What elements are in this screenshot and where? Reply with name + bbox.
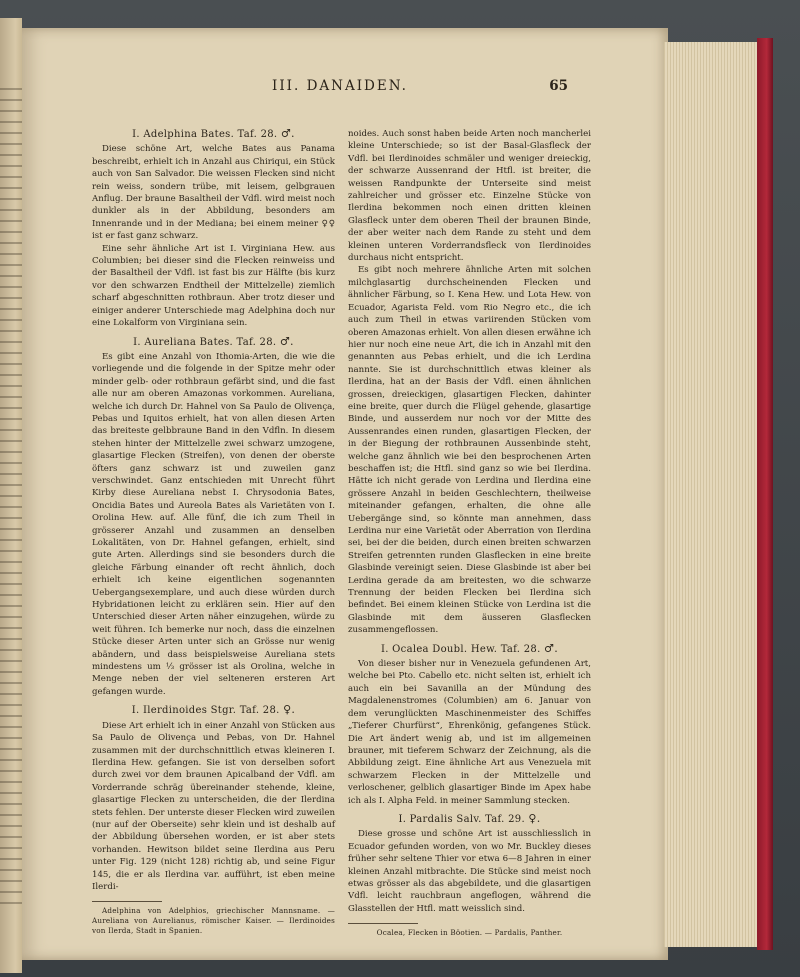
paragraph: Diese schöne Art, welche Bates aus Panama beschreibt, erhielt ich in Anzahl aus Chiriqui, ein Stück auch von San Salvador. Die weissen Flecken sind nicht rein weiss, sondern trübe, mit leisem, gelbgrauen Anflug. Der braune Basaltheil der Vdfl. wird meist noch dunkler als in der Abbildung, besonders am Innenrande und in der Mediana; bei einem meiner ♀♀ ist er fast ganz schwarz.	[92, 144, 335, 242]
paragraph: Diese Art erhielt ich in einer Anzahl von Stücken aus Sa Paulo de Olivença und Pebas, von Dr. Hahnel zusammen mit der durchschnittlich etwas kleineren I. Ilerdina Hew. gefangen. Sie ist von derselben sofort durch zwei vor dem braunen Apicalband der Vdfl. am Vorderrande schräg übereinander stehende, kleine, glasartige Flecken zu unterscheiden, die der Ilerdina stets fehlen. Der unterste dieser Flecken wird zuweilen (nur auf der Oberseite) sehr klein und ist deshalb auf der Abbildung übersehen worden, er ist aber stets vorhanden. Hewitson bildet seine Ilerdina aus Peru unter Fig. 129 (nicht 128) richtig ab, und seine Figur 145, die er als Ilerdina var. aufführt, ist eben meine Ilerdi-	[92, 720, 335, 892]
running-head-title: III. DANAIDEN.	[272, 78, 408, 94]
paragraph: noides. Auch sonst haben beide Arten noch mancherlei kleine Unterschiede; so ist der Basal-Glasfleck der Vdfl. bei Ilerdinoides schmäler und weniger dreieckig, der schwarze Aussenrand der Htfl. ist breiter, die weissen Randpunkte der Unterseite sind meist zahlreicher und grösser etc. Einzelne Stücke von Ilerdina bekommen noch einen dritten kleinen Glasfleck unter dem oberen Theil der braunen Binde, der aber weiter nach dem Rande zu steht und dem kleinen unteren Vorderrandsfleck von Ilerdinoides durchaus nicht entspricht.	[348, 129, 591, 264]
section-heading-ocalea: I. Ocalea Doubl. Hew. Taf. 28. ♂.	[380, 641, 559, 655]
paragraph: Von dieser bisher nur in Venezuela gefundenen Art, welche bei Pto. Cabello etc. nicht selten ist, erhielt ich auch ein bei Savanilla an der Mündung des Magdalenenstromes (Columbien) am 6. Januar von dem verunglückten Maschinenmeister des Schiffes „Tieferer Churfürst“, Ehrenkönig, gefangenes Stück. Die Art ändert wenig ab, und ist im allgemeinen brauner, mit tieferem Schwarz der Zeichnung, als die Abbildung zeigt. Eine ähnliche Art aus Venezuela mit schwarzem Flecken in der Mittelzelle und verloschener, gelblich glasartiger Binde im Apex habe ich als I. Alpha Feld. in meiner Sammlung stecken.	[348, 659, 591, 806]
book-cover	[757, 38, 773, 950]
page-number: 65	[549, 78, 568, 94]
section-heading-aureliana: I. Aureliana Bates. Taf. 28. ♂.	[133, 334, 294, 348]
left-column	[92, 128, 335, 936]
left-page-edge	[0, 18, 22, 973]
paragraph: Es gibt noch mehrere ähnliche Arten mit solchen milchglasartig durchscheinenden Flecken und ähnlicher Färbung, so I. Kena Hew. und Lota Hew. von Ecuador, Agarista Feld. vom Rio Negro etc., die ich auch zum Theil in etwas variirenden Stücken vom oberen Amazonas erhielt. Von allen diesen erwähne ich hier nur noch eine neue Art, die ich in Anzahl mit den genannten aus Pebas erhielt, und die ich Lerdina nannte. Sie ist durchschnittlich etwas kleiner als Ilerdina, hat an der Basis der Vdfl. einen ähnlichen grossen, dreieckigen, glasartigen Flecken, dahinter eine breite, quer durch die Flügel gehende, glasartige Binde, und ausserdem nur noch vor der Mitte des Aussenrandes einen runden, glasartigen Flecken, der in der Biegung der rothbraunen Aussenbinde steht, welche ganz ähnlich wie bei den besprochenen Arten beschaffen ist; die Htfl. sind ganz so wie bei Ilerdina. Hätte ich nicht gerade von Lerdina und Ilerdina eine grössere Anzahl in beiden Geschlechtern, theilweise miteinander gefangen, erhalten, die ohne alle Uebergänge sind, so könnte man annehmen, dass Lerdina nur eine Varietät oder Aberration von Ilerdina sei, bei der die beiden, durch einen breiten schwarzen Streifen getrennten runden Glasflecken in eine breite Glasbinde vereinigt seien. Diese Glasbinde ist aber bei Lerdina gerade da am breitesten, wo die schwarze Trennung der beiden Flecken bei Ilerdina sich befindet. Bei einem kleinen Stücke von Lerdina ist die Glasbinde mit dem äusseren Glasflecken zusammengeflossen.	[348, 265, 591, 636]
right-column	[348, 128, 591, 938]
section-heading-adelphina: I. Adelphina Bates. Taf. 28. ♂.	[132, 127, 295, 140]
sex-symbol: ♂.	[279, 334, 294, 348]
sex-symbol: ♂.	[544, 641, 559, 655]
running-head	[22, 78, 668, 98]
footnote: Adelphina von Adelphios, griechischer Mannsname. — Aureliana von Aurelianus, römischer Kaiser. — Ilerdinoides von Ilerda, Stadt in Spanien.	[92, 906, 335, 936]
sex-symbol: ♀.	[528, 811, 541, 825]
paragraph: Eine sehr ähnliche Art ist I. Virginiana Hew. aus Columbien; bei dieser sind die Flecken reinweiss und der Basaltheil der Vdfl. ist fast bis zur Hälfte (bis kurz vor den schwarzen Endtheil der Mittelzelle) ziemlich scharf abgeschnitten rothbraun. Aber trotz dieser und einiger anderer Unterschiede mag Adelphina doch nur eine Lokalform von Virginiana sein.	[92, 243, 335, 329]
footnote: Ocalea, Flecken in Böotien. — Pardalis, Panther.	[376, 928, 563, 938]
section-heading-ilerdinoides: I. Ilerdinoides Stgr. Taf. 28. ♀.	[131, 703, 296, 717]
section-heading-pardalis: I. Pardalis Salv. Taf. 29. ♀.	[398, 811, 541, 825]
sex-symbol: ♀.	[283, 703, 296, 717]
paragraph: Es gibt eine Anzahl von Ithomia-Arten, die wie die vorliegende und die folgende in der Spitze mehr oder minder gelb- oder rothbraun gefärbt sind, und die fast alle nur am oberen Amazonas vorkommen. Aureliana, welche ich durch Dr. Hahnel von Sa Paulo de Olivença, Pebas und Iquitos erhielt, hat von allen diesen Arten das breiteste gelbbraune Band in den Vdfln. In diesem stehen hinter der Mittelzelle zwei schwarz umzogene, glasartige Flecken (Streifen), von denen der oberste öfters ganz schwarz ist und zuweilen ganz verschwindet. Ganz entschieden mit Unrecht führt Kirby diese Aureliana nebst I. Chrysodonia Bates, Oncidia Bates und Aureola Bates als Varietäten von I. Orolina Hew. auf. Alle fünf, die ich zum Theil in grösserer Anzahl und zusammen an denselben Lokalitäten, von Dr. Hahnel gefangen, erhielt, sind gute Arten. Allerdings sind sie besonders durch die gleiche Färbung einander oft recht ähnlich, doch erhielt ich keine eigentlichen sogenannten Uebergangsexemplare, und auch diese würden durch Hybridationen leicht zu erklären sein. Hier auf den Unterschied dieser Arten näher einzugehen, würde zu weit führen. Ich bemerke nur noch, dass die einzelnen Stücke dieser Arten unter sich an Grösse nur wenig abändern, und dass beispielsweise Aureliana stets mindestens um ⅓ grösser ist als Orolina, welche in Menge neben der viel selteneren ersteren Art gefangen wurde.	[92, 351, 335, 697]
footnote-rule	[348, 923, 418, 924]
paragraph: Diese grosse und schöne Art ist ausschliesslich in Ecuador gefunden worden, von wo Mr. Buckley dieses früher sehr seltene Thier vor etwa 6—8 Jahren in einer kleinen Anzahl mitbrachte. Die Stücke sind meist noch etwas grösser als das abgebildete, und die glasartigen Vdfl. leicht rauchbraun angeflogen, während die Glasstellen der Htfl. matt weisslich sind.	[348, 829, 591, 914]
page-edges	[664, 42, 764, 947]
footnote-rule	[92, 901, 162, 902]
sex-symbol: ♂.	[280, 127, 295, 140]
bleed-through-text	[0, 88, 22, 908]
